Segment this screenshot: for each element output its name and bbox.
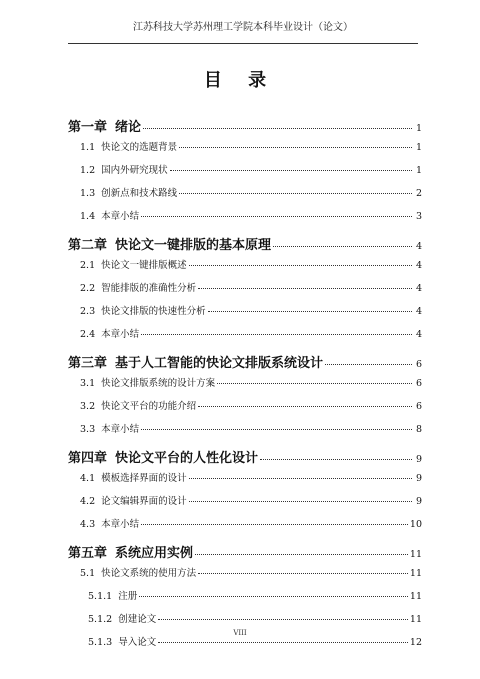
toc-section-entry[interactable]: [68, 516, 422, 533]
toc-entry-number: 5.1: [80, 568, 96, 579]
toc-entry-page: 11: [409, 614, 422, 625]
toc-entry-page: 6: [415, 401, 422, 412]
toc-chapter-entry[interactable]: [68, 234, 422, 251]
dot-leader: [179, 147, 412, 148]
header-rule: [68, 43, 418, 44]
toc-entry-number: 4.2: [80, 496, 96, 507]
toc-entry-title: 本章小结: [101, 329, 140, 340]
toc-entry-page: 4: [415, 241, 422, 252]
toc-entry-number: 第五章: [68, 546, 108, 561]
toc-entry-page: 9: [415, 496, 422, 507]
toc-entry-title: 快论文一键排版概述: [101, 260, 187, 271]
toc-entry-title: 快论文系统的使用方法: [101, 568, 197, 579]
toc-chapter-entry[interactable]: [68, 116, 422, 133]
toc-entry-page: 2: [415, 188, 422, 199]
dot-leader: [189, 478, 412, 479]
dot-leader: [198, 406, 412, 407]
toc-entry-number: 第二章: [68, 238, 108, 253]
running-header: 江苏科技大学苏州理工学院本科毕业设计（论文）: [133, 22, 353, 33]
toc-entry-number: 2.3: [80, 306, 96, 317]
toc-entry-title: 系统应用实例: [115, 546, 194, 561]
toc-section-entry[interactable]: [68, 375, 422, 392]
dot-leader: [189, 501, 412, 502]
toc-entry-title: 注册: [118, 591, 138, 602]
toc-section-entry[interactable]: [68, 280, 422, 297]
toc-spacer: [68, 343, 422, 352]
toc-entry-number: 3.3: [80, 424, 96, 435]
dot-leader: [198, 573, 408, 574]
toc-entry-page: 9: [415, 473, 422, 484]
dot-leader: [141, 429, 412, 430]
dot-leader: [170, 170, 412, 171]
toc-title: 目 录: [203, 70, 277, 91]
toc-entry-number: 2.4: [80, 329, 96, 340]
toc-entry-title: 本章小结: [101, 519, 140, 530]
toc-section-entry[interactable]: [68, 208, 422, 225]
dot-leader: [179, 193, 412, 194]
toc-entry-title: 本章小结: [101, 424, 140, 435]
toc-entry-title: 导入论文: [118, 637, 157, 648]
toc-entry-page: 6: [415, 378, 422, 389]
toc-section-entry[interactable]: [68, 139, 422, 156]
dot-leader: [260, 459, 412, 460]
toc-entry-title: 快论文的选题背景: [101, 142, 178, 153]
dot-leader: [195, 554, 408, 555]
dot-leader: [198, 288, 412, 289]
dot-leader: [325, 364, 412, 365]
toc-entry-number: 1.4: [80, 211, 96, 222]
toc-entry-title: 快论文平台的功能介绍: [101, 401, 197, 412]
toc-entry-title: 快论文排版系统的设计方案: [101, 378, 216, 389]
toc-entry-title: 论文编辑界面的设计: [101, 496, 187, 507]
toc-entry-page: 6: [415, 359, 422, 370]
toc-entry-title: 快论文平台的人性化设计: [115, 451, 259, 466]
toc-entry-page: 12: [409, 637, 422, 648]
toc-entry-page: 4: [415, 306, 422, 317]
toc-subsection-entry[interactable]: [68, 611, 422, 628]
toc-section-entry[interactable]: [68, 470, 422, 487]
toc-entry-number: 第四章: [68, 451, 108, 466]
toc-entry-number: 3.1: [80, 378, 96, 389]
toc-section-entry[interactable]: [68, 326, 422, 343]
toc-entry-number: 4.1: [80, 473, 96, 484]
toc-entry-number: 3.2: [80, 401, 96, 412]
toc-entry-number: 2.2: [80, 283, 96, 294]
toc-entry-page: 11: [409, 591, 422, 602]
toc-entry-page: 1: [415, 165, 422, 176]
toc-entry-page: 4: [415, 260, 422, 271]
toc-section-entry[interactable]: [68, 303, 422, 320]
toc-section-entry[interactable]: [68, 493, 422, 510]
toc-subsection-entry[interactable]: [68, 588, 422, 605]
toc-entry-page: 10: [409, 519, 422, 530]
toc-entry-page: 1: [415, 142, 422, 153]
toc-chapter-entry[interactable]: [68, 352, 422, 369]
toc-section-entry[interactable]: [68, 565, 422, 582]
toc-entry-number: 5.1.3: [88, 637, 113, 648]
toc-entry-number: 4.3: [80, 519, 96, 530]
toc-entry-page: 11: [409, 549, 422, 560]
dot-leader: [273, 246, 412, 247]
toc-spacer: [68, 533, 422, 542]
dot-leader: [143, 128, 412, 129]
toc-entry-page: 3: [415, 211, 422, 222]
toc-entry-number: 第一章: [68, 120, 108, 135]
toc-section-entry[interactable]: [68, 421, 422, 438]
toc-entry-page: 9: [415, 454, 422, 465]
toc-section-entry[interactable]: [68, 257, 422, 274]
toc-entry-title: 国内外研究现状: [101, 165, 168, 176]
toc-entry-page: 8: [415, 424, 422, 435]
toc-entry-title: 创建论文: [118, 614, 157, 625]
toc-section-entry[interactable]: [68, 398, 422, 415]
toc-entry-page: 4: [415, 329, 422, 340]
dot-leader: [141, 334, 412, 335]
dot-leader: [217, 383, 412, 384]
toc-entry-page: 11: [409, 568, 422, 579]
toc-entry-title: 智能排版的准确性分析: [101, 283, 197, 294]
toc-entry-number: 1.1: [80, 142, 96, 153]
toc-section-entry[interactable]: [68, 185, 422, 202]
dot-leader: [208, 311, 412, 312]
toc-chapter-entry[interactable]: [68, 447, 422, 464]
page-number: VIII: [233, 629, 247, 637]
toc-entry-title: 快论文一键排版的基本原理: [115, 238, 272, 253]
toc-entry-number: 1.3: [80, 188, 96, 199]
dot-leader: [141, 216, 412, 217]
toc-entry-page: 4: [415, 283, 422, 294]
toc-entry-title: 本章小结: [101, 211, 140, 222]
toc-spacer: [68, 438, 422, 447]
toc-entry-title: 创新点和技术路线: [101, 188, 178, 199]
toc-entry-title: 绪论: [115, 120, 142, 135]
dot-leader: [141, 524, 408, 525]
toc-entry-number: 2.1: [80, 260, 96, 271]
dot-leader: [189, 265, 412, 266]
toc-entry-title: 基于人工智能的快论文排版系统设计: [115, 356, 324, 371]
toc-chapter-entry[interactable]: [68, 542, 422, 559]
toc-entry-number: 1.2: [80, 165, 96, 176]
dot-leader: [158, 619, 408, 620]
toc-entry-number: 5.1.2: [88, 614, 113, 625]
table-of-contents: [68, 116, 422, 651]
toc-entry-number: 5.1.1: [88, 591, 113, 602]
toc-entry-title: 快论文排版的快速性分析: [101, 306, 206, 317]
toc-spacer: [68, 225, 422, 234]
toc-section-entry[interactable]: [68, 162, 422, 179]
toc-entry-page: 1: [415, 123, 422, 134]
toc-entry-number: 第三章: [68, 356, 108, 371]
dot-leader: [139, 596, 408, 597]
dot-leader: [158, 642, 408, 643]
toc-entry-title: 模板选择界面的设计: [101, 473, 187, 484]
